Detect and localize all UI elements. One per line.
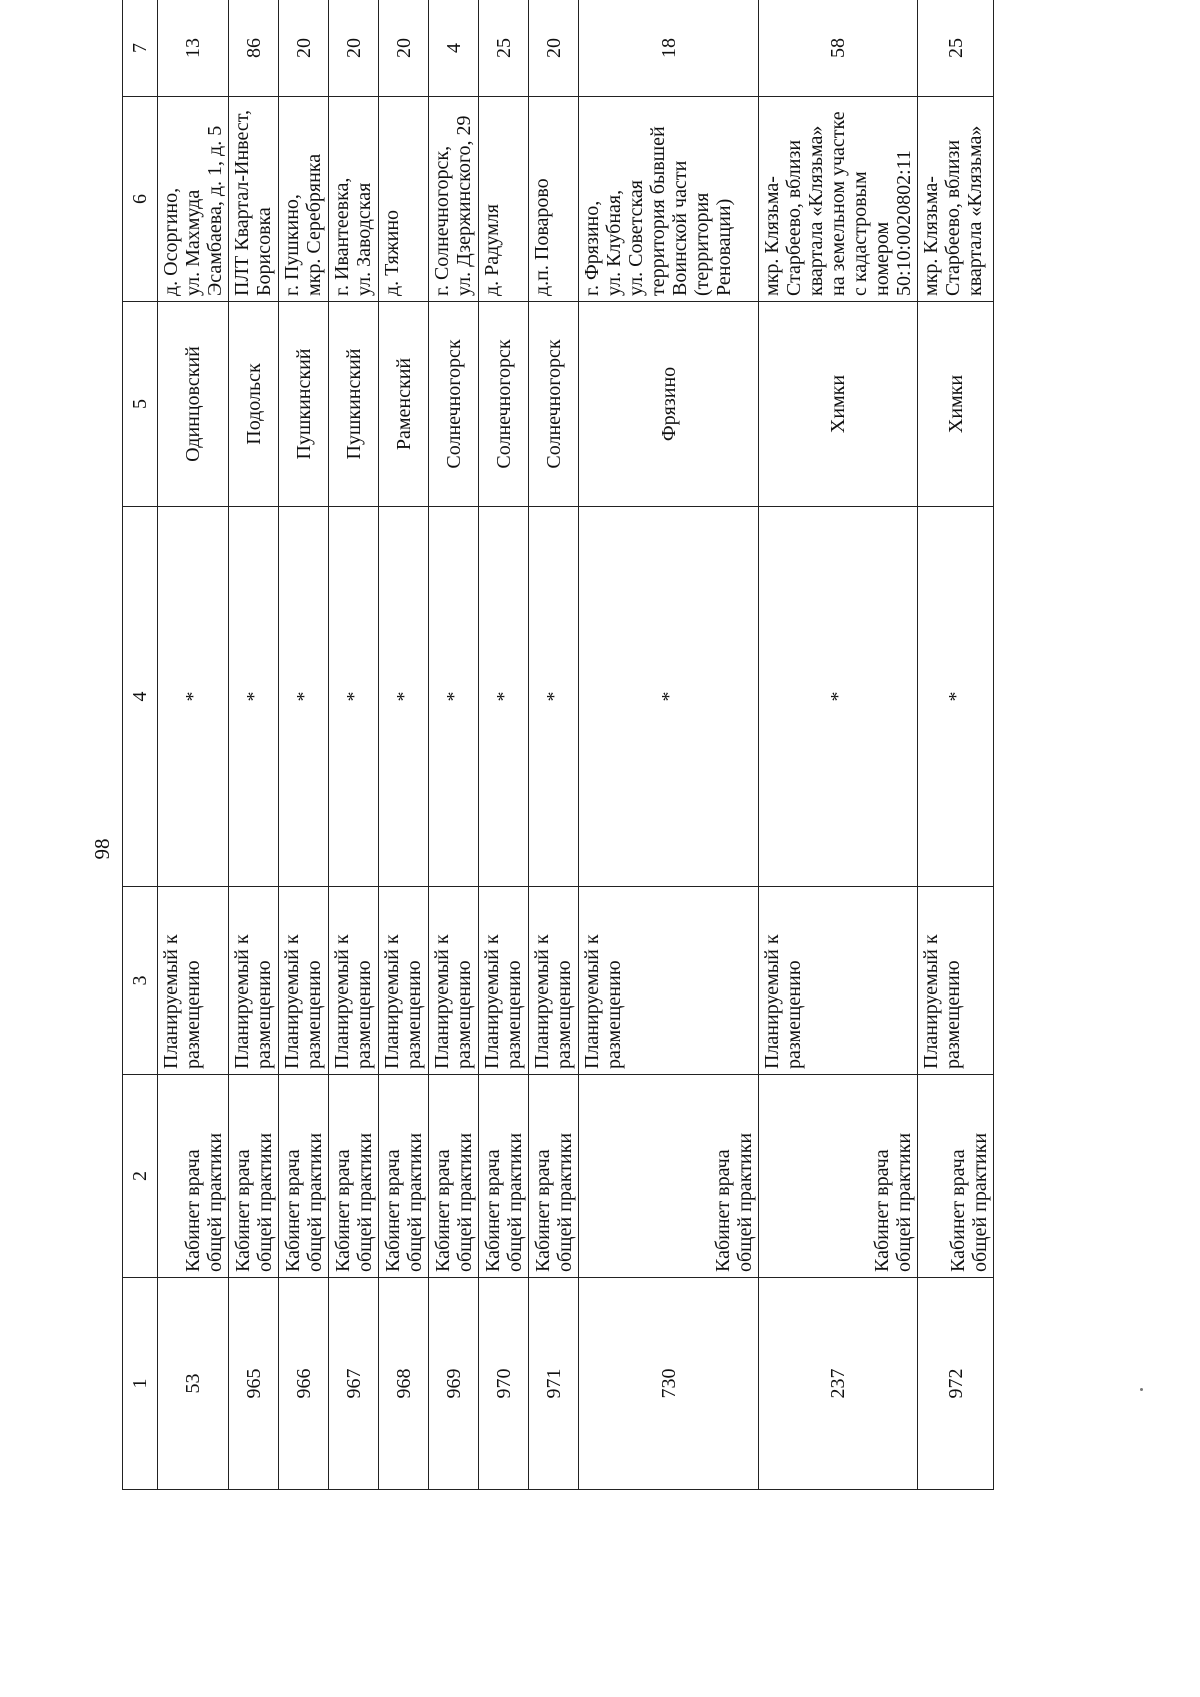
marker-text: * <box>944 691 967 702</box>
location-cell <box>918 97 994 302</box>
header-col-3: 3 <box>123 887 158 1075</box>
capacity-text: 13 <box>182 38 204 58</box>
capacity-cell <box>479 0 529 97</box>
status-text: Планируемый к размещению <box>581 934 625 1069</box>
object-name-cell <box>579 1075 759 1278</box>
status-cell <box>529 887 579 1075</box>
capacity-cell <box>529 0 579 97</box>
row-number-text: 237 <box>827 1368 849 1399</box>
marker-cell <box>158 507 229 887</box>
marker-text: * <box>392 691 415 702</box>
location-cell <box>379 97 429 302</box>
status-cell <box>759 887 918 1075</box>
capacity-cell <box>759 0 918 97</box>
marker-cell <box>429 507 479 887</box>
capacity-text: 25 <box>944 38 967 58</box>
district-text: Пушкинский <box>292 348 315 460</box>
marker-text: * <box>182 691 204 702</box>
status-text: Планируемый к размещению <box>531 934 575 1069</box>
marker-text: * <box>242 691 265 702</box>
status-cell <box>579 887 759 1075</box>
table-body <box>158 0 994 1490</box>
marker-cell <box>229 507 279 887</box>
object-name-text: Кабинет врача общей практики <box>332 1132 376 1272</box>
table-row <box>579 0 759 1490</box>
district-cell <box>279 302 329 507</box>
location-text: ПЛТ Квартал-Инвест, Борисовка <box>231 110 275 296</box>
rotated-table-container <box>122 38 1070 1490</box>
district-cell <box>158 302 229 507</box>
district-text: Химки <box>827 374 849 434</box>
district-text: Солнечногорск <box>442 339 465 469</box>
capacity-text: 20 <box>292 38 315 58</box>
district-cell <box>479 302 529 507</box>
marker-cell <box>579 507 759 887</box>
status-cell <box>329 887 379 1075</box>
row-number-cell <box>229 1278 279 1490</box>
object-name-cell <box>429 1075 479 1278</box>
table-row <box>379 0 429 1490</box>
scan-speck <box>1140 1388 1143 1391</box>
object-name-cell <box>229 1075 279 1278</box>
capacity-cell <box>329 0 379 97</box>
status-text: Планируемый к размещению <box>160 934 204 1069</box>
marker-cell <box>759 507 918 887</box>
object-name-text: Кабинет врача общей практики <box>712 1132 756 1272</box>
object-name-text: Кабинет врача общей практики <box>871 1132 915 1272</box>
district-cell <box>579 302 759 507</box>
capacity-text: 20 <box>392 38 415 58</box>
status-text: Планируемый к размещению <box>331 934 375 1069</box>
row-number-cell <box>529 1278 579 1490</box>
header-col-6: 6 <box>123 97 158 302</box>
header-col-2: 2 <box>123 1075 158 1278</box>
row-number-text: 969 <box>442 1368 465 1399</box>
row-number-text: 965 <box>242 1368 265 1399</box>
location-text: мкр. Клязьма- Старбеево, вблизи квартала «Клязьма» <box>920 125 986 296</box>
location-cell <box>579 97 759 302</box>
capacity-text: 18 <box>657 38 680 58</box>
location-text: д.п. Поварово <box>531 178 553 296</box>
row-number-cell <box>158 1278 229 1490</box>
district-text: Пушкинский <box>342 348 365 460</box>
row-number-text: 971 <box>542 1368 565 1399</box>
district-cell <box>759 302 918 507</box>
header-col-1: 1 <box>123 1278 158 1490</box>
location-cell <box>329 97 379 302</box>
status-cell <box>158 887 229 1075</box>
location-text: мкр. Клязьма- Старбеево, вблизи квартала «Клязьма» на земельном участке с кадастровым номером 50:10:0020802:11 <box>761 111 915 296</box>
status-cell <box>918 887 994 1075</box>
status-text: Планируемый к размещению <box>761 934 805 1069</box>
district-text: Химки <box>944 374 967 434</box>
location-cell <box>529 97 579 302</box>
object-name-cell <box>279 1075 329 1278</box>
status-text: Планируемый к размещению <box>481 934 525 1069</box>
capacity-text: 58 <box>827 38 849 58</box>
district-cell <box>918 302 994 507</box>
object-name-text: Кабинет врача общей практики <box>282 1132 326 1272</box>
status-cell <box>479 887 529 1075</box>
object-name-text: Кабинет врача общей практики <box>182 1132 226 1272</box>
page-number: 98 <box>90 838 114 860</box>
district-text: Фрязино <box>657 366 680 442</box>
district-text: Раменский <box>392 357 415 451</box>
capacity-cell <box>918 0 994 97</box>
marker-text: * <box>827 691 849 702</box>
capacity-text: 25 <box>492 38 515 58</box>
location-text: д. Осоргино, ул. Махмуда Эсамбаева, д. 1, д. 5 <box>160 125 226 296</box>
marker-text: * <box>542 691 565 702</box>
status-cell <box>379 887 429 1075</box>
district-text: Одинцовский <box>182 346 204 462</box>
row-number-text: 972 <box>944 1368 967 1399</box>
object-name-cell <box>918 1075 994 1278</box>
location-text: д. Радумля <box>481 204 503 296</box>
status-text: Планируемый к размещению <box>431 934 475 1069</box>
capacity-cell <box>429 0 479 97</box>
row-number-cell <box>379 1278 429 1490</box>
location-cell <box>279 97 329 302</box>
row-number-text: 967 <box>342 1368 365 1399</box>
location-cell <box>429 97 479 302</box>
district-cell <box>529 302 579 507</box>
location-text: г. Пушкино, мкр. Серебрянка <box>281 153 325 296</box>
status-text: Планируемый к размещению <box>231 934 275 1069</box>
capacity-cell <box>158 0 229 97</box>
capacity-text: 4 <box>442 43 465 53</box>
table-row <box>158 0 229 1490</box>
marker-cell <box>279 507 329 887</box>
data-table <box>122 0 994 1490</box>
location-text: г. Солнечногорск, ул. Дзержинского, 29 <box>431 115 475 296</box>
row-number-cell <box>429 1278 479 1490</box>
table-row <box>759 0 918 1490</box>
row-number-text: 966 <box>292 1368 315 1399</box>
header-col-4: 4 <box>123 507 158 887</box>
status-cell <box>429 887 479 1075</box>
object-name-cell <box>379 1075 429 1278</box>
marker-cell <box>379 507 429 887</box>
district-cell <box>329 302 379 507</box>
marker-text: * <box>442 691 465 702</box>
capacity-text: 86 <box>242 38 265 58</box>
capacity-cell <box>379 0 429 97</box>
marker-cell <box>529 507 579 887</box>
row-number-cell <box>759 1278 918 1490</box>
location-text: д. Тяжино <box>381 209 403 296</box>
row-number-cell <box>579 1278 759 1490</box>
table-row <box>229 0 279 1490</box>
status-text: Планируемый к размещению <box>920 934 964 1069</box>
capacity-cell <box>279 0 329 97</box>
location-cell <box>479 97 529 302</box>
location-text: г. Ивантеевка, ул. Заводская <box>331 177 375 296</box>
capacity-cell <box>229 0 279 97</box>
district-cell <box>379 302 429 507</box>
marker-text: * <box>492 691 515 702</box>
location-text: г. Фрязино, ул. Клубная, ул. Советская территория бывшей Воинской части (территория Реновации) <box>581 126 735 296</box>
object-name-text: Кабинет врача общей практики <box>432 1132 476 1272</box>
status-text: Планируемый к размещению <box>281 934 325 1069</box>
marker-cell <box>479 507 529 887</box>
table-row <box>479 0 529 1490</box>
district-cell <box>229 302 279 507</box>
row-number-text: 970 <box>492 1368 515 1399</box>
object-name-text: Кабинет врача общей практики <box>232 1132 276 1272</box>
table-row <box>918 0 994 1490</box>
object-name-cell <box>759 1075 918 1278</box>
capacity-cell <box>579 0 759 97</box>
object-name-cell <box>329 1075 379 1278</box>
capacity-text: 20 <box>342 38 365 58</box>
header-col-5: 5 <box>123 302 158 507</box>
status-cell <box>229 887 279 1075</box>
district-text: Солнечногорск <box>492 339 515 469</box>
table-row <box>429 0 479 1490</box>
district-cell <box>429 302 479 507</box>
header-col-7: 7 <box>123 0 158 97</box>
row-number-text: 730 <box>657 1368 680 1399</box>
row-number-text: 968 <box>392 1368 415 1399</box>
header-row <box>123 0 158 1490</box>
object-name-text: Кабинет врача общей практики <box>532 1132 576 1272</box>
object-name-text: Кабинет врача общей практики <box>947 1132 991 1272</box>
location-cell <box>229 97 279 302</box>
capacity-text: 20 <box>542 38 565 58</box>
object-name-cell <box>529 1075 579 1278</box>
marker-text: * <box>657 691 680 702</box>
table-row <box>329 0 379 1490</box>
object-name-cell <box>479 1075 529 1278</box>
status-cell <box>279 887 329 1075</box>
table-row <box>279 0 329 1490</box>
marker-text: * <box>292 691 315 702</box>
marker-cell <box>329 507 379 887</box>
district-text: Подольск <box>242 363 265 445</box>
row-number-cell <box>329 1278 379 1490</box>
object-name-text: Кабинет врача общей практики <box>482 1132 526 1272</box>
table-row <box>529 0 579 1490</box>
status-text: Планируемый к размещению <box>381 934 425 1069</box>
district-text: Солнечногорск <box>542 339 565 469</box>
object-name-text: Кабинет врача общей практики <box>382 1132 426 1272</box>
location-cell <box>759 97 918 302</box>
location-cell <box>158 97 229 302</box>
marker-cell <box>918 507 994 887</box>
marker-text: * <box>342 691 365 702</box>
row-number-cell <box>279 1278 329 1490</box>
row-number-text: 53 <box>182 1373 204 1394</box>
row-number-cell <box>479 1278 529 1490</box>
row-number-cell <box>918 1278 994 1490</box>
object-name-cell <box>158 1075 229 1278</box>
